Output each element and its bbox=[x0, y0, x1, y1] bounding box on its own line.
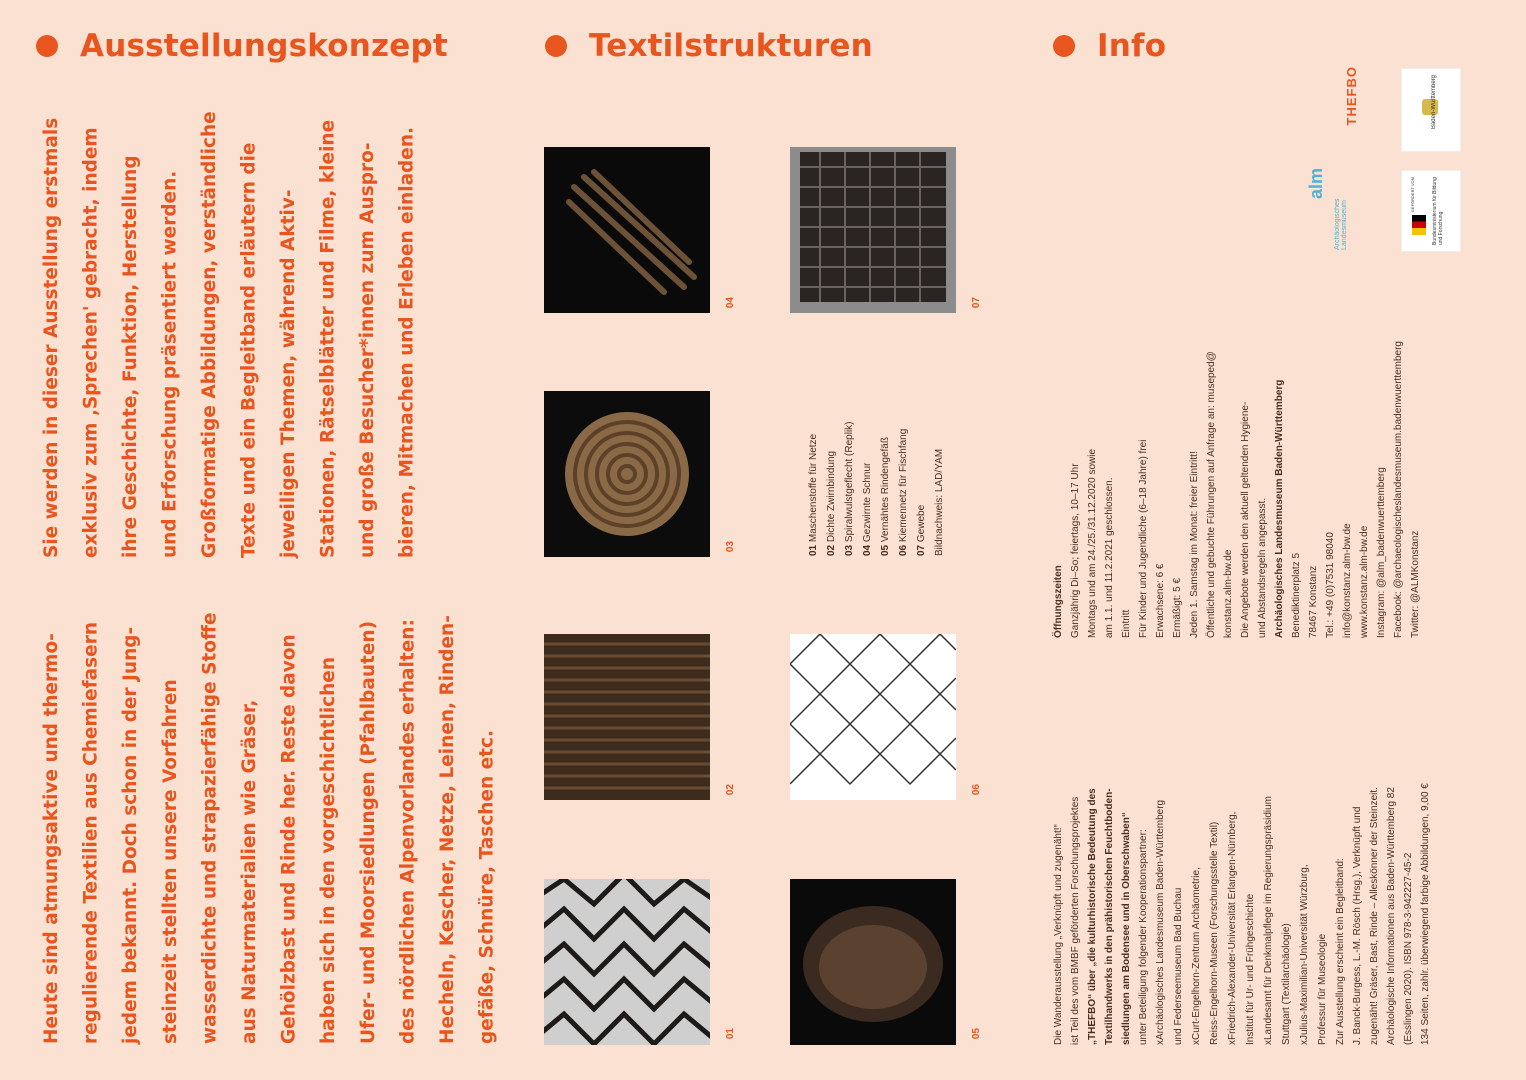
partner-item: xArchäologisches Landesmuseum Baden-Württemberg bbox=[1155, 799, 1166, 1045]
opening-title: Öffnungszeiten bbox=[1053, 565, 1064, 638]
heading-textilstrukturen bbox=[545, 28, 873, 64]
instagram-handle[interactable]: Instagram: @alm_badenwuerttemberg bbox=[1376, 467, 1387, 638]
bw-logo-text: Baden-Württemberg bbox=[1431, 75, 1437, 130]
legend-item: 04 Gezwirnte Schnur bbox=[862, 462, 873, 556]
text-line: Tel.: +49 (0)7531 98040 bbox=[1325, 532, 1336, 638]
photo-number: 03 bbox=[725, 541, 736, 553]
concept-upper-text bbox=[32, 111, 427, 558]
text-line: haben sich in den vorgeschichtlichen bbox=[318, 656, 340, 1044]
text-line: Großformatige Abbildungen, verständliche bbox=[199, 111, 220, 558]
legend-item: 07 Gewebe bbox=[916, 504, 927, 556]
text-line: gefäße, Schnüre, Taschen etc. bbox=[476, 730, 498, 1044]
text-line: Die Angebote werden den aktuell geltenden Hygiene- bbox=[1240, 401, 1251, 638]
bmbf-logo bbox=[1401, 170, 1461, 252]
textile-legend bbox=[806, 388, 949, 556]
image-credit: Bildnachweis: LAD/YAM bbox=[934, 448, 945, 556]
website-link[interactable]: www.konstanz.alm-bw.de bbox=[1359, 525, 1370, 638]
bw-logo bbox=[1401, 68, 1461, 152]
bmbf-logo-top: GEFÖRDERT VOM bbox=[1410, 177, 1415, 213]
text-line: Erwachsene: 6 € bbox=[1155, 563, 1166, 638]
legend-item: 02 Dichte Zwirnbindung bbox=[826, 450, 837, 556]
heading-ausstellungskonzept bbox=[36, 28, 448, 64]
photo-coiled-basketry bbox=[544, 391, 710, 557]
photo-number: 07 bbox=[971, 297, 982, 309]
text-line: Archäologische Informationen aus Baden-Württemberg 82 bbox=[1386, 787, 1397, 1045]
photo-number: 01 bbox=[725, 1028, 736, 1040]
bullet-dot-icon bbox=[1053, 35, 1075, 57]
text-line: „THEFBO“ über „die kulturhistorische Bedeutung des bbox=[1087, 788, 1098, 1045]
text-line: Textilhandwerks in den prähistorischen Feuchtboden- bbox=[1104, 788, 1115, 1045]
legend-item: 05 Vernähtes Rindengefäß bbox=[880, 437, 891, 556]
photo-twisted-cord bbox=[544, 147, 710, 313]
contact-email[interactable]: info@konstanz.alm-bw.de bbox=[1342, 523, 1353, 638]
text-line: Ermäßigt: 5 € bbox=[1172, 577, 1183, 638]
section-title: Info bbox=[1097, 28, 1167, 64]
concept-lower-text bbox=[32, 612, 507, 1044]
photo-number: 02 bbox=[725, 784, 736, 796]
text-line: jeweiligen Themen, während Aktiv- bbox=[278, 189, 299, 558]
section-title: Textilstrukturen bbox=[589, 28, 873, 64]
bullet-dot-icon bbox=[545, 35, 567, 57]
bmbf-logo-text: Bundesministerium für Bildung und Forschung bbox=[1432, 177, 1444, 245]
text-line: und Erforschung präsentiert werden. bbox=[159, 170, 181, 558]
text-line: Jeden 1. Samstag im Monat: freier Eintritt! bbox=[1189, 451, 1200, 638]
museum-name: Archäologisches Landesmuseum Baden-Württemberg bbox=[1274, 379, 1285, 638]
partner-item-cont: Reiss-Engelhorn-Museen (Forschungsstelle Textil) bbox=[1209, 821, 1220, 1045]
text-line: Stationen, Rätselblätter und Filme, kleine bbox=[317, 119, 339, 558]
legend-item: 03 Spiralwulstgeflecht (Replik) bbox=[844, 421, 855, 556]
text-line: Die Wanderausstellung „Verknüpft und zugenäht!“ bbox=[1053, 824, 1064, 1045]
text-line: Ganzjährig Di–So; feiertags, 10–17 Uhr bbox=[1070, 463, 1081, 638]
alm-logo-subtext: Archäologisches Landesmuseum bbox=[1334, 198, 1348, 250]
text-line: zugenäht! Gräser, Bast, Rinde – Alleskönner der Steinzeit. bbox=[1369, 787, 1380, 1045]
heading-info bbox=[1053, 28, 1166, 64]
text-line: Montags und am 24./25./31.12.2020 sowie bbox=[1087, 448, 1098, 638]
text-line: steinzeit stellten unsere Vorfahren bbox=[159, 679, 181, 1044]
photo-number: 06 bbox=[971, 784, 982, 796]
text-line: exklusiv zum ‚Sprechen' gebracht, indem bbox=[80, 127, 102, 558]
partner-item-cont: Professur für Museologie bbox=[1317, 933, 1328, 1045]
photo-number: 05 bbox=[971, 1028, 982, 1040]
partner-item: xCurt-Engelhorn-Zentrum Archäometrie, bbox=[1191, 867, 1202, 1045]
text-line: J. Banck-Burgess, L.-M. Rösch (Hrsg.), Verknüpft und bbox=[1352, 806, 1363, 1045]
entry-title: Eintritt bbox=[1121, 609, 1132, 638]
text-line: und Abstandsregeln angepasst. bbox=[1257, 497, 1268, 638]
info-hours-block bbox=[1050, 268, 1424, 638]
alm-logo bbox=[1300, 168, 1372, 252]
text-line: Texte und ein Begleitband erläutern die bbox=[238, 142, 260, 558]
text-line: bieren, Mitmachen und Erleben einladen. bbox=[396, 126, 418, 558]
text-line: 134 Seiten, zahlr. überwiegend farbige Abbildungen, 9,00 € bbox=[1420, 783, 1431, 1045]
info-project-block bbox=[1050, 700, 1434, 1045]
text-line: ihre Geschichte, Funktion, Herstellung bbox=[120, 155, 141, 558]
legend-item: 01 Maschenstoffe für Netze bbox=[808, 433, 819, 556]
text-line: Öffentliche und gebuchte Führungen auf Anfrage an: museped@ bbox=[1206, 351, 1217, 638]
partner-item-cont: Institut für Ur- und Frühgeschichte bbox=[1245, 893, 1256, 1045]
partner-item-cont: Stuttgart (Textilarchäologie) bbox=[1281, 923, 1292, 1045]
photo-gill-net bbox=[790, 634, 956, 800]
text-line: 78467 Konstanz bbox=[1308, 565, 1319, 638]
photo-fabric bbox=[790, 147, 956, 313]
partner-item-cont: und Federseemuseum Bad Buchau bbox=[1173, 887, 1184, 1045]
partner-item: xJulius-Maximilian-Universität Würzburg, bbox=[1299, 864, 1310, 1045]
text-line: (Esslingen 2020). ISBN 978-3-942227-45-2 bbox=[1403, 852, 1414, 1045]
text-line: Ufer- und Moorsiedlungen (Pfahlbauten) bbox=[357, 620, 379, 1044]
text-line: Sie werden in dieser Ausstellung erstmals bbox=[41, 117, 62, 558]
text-line: regulierende Textilien aus Chemiefasern bbox=[80, 621, 102, 1044]
legend-item: 06 Kiemennetz für Fischfang bbox=[898, 428, 909, 556]
text-line: Zur Ausstellung erscheint ein Begleitband: bbox=[1335, 858, 1346, 1045]
thefbo-logo bbox=[1338, 66, 1368, 152]
text-line: Hecheln, Kescher, Netze, Leinen, Rinden- bbox=[436, 615, 458, 1044]
text-line: Heute sind atmungsaktive und thermo- bbox=[41, 633, 62, 1044]
text-line: konstanz.alm-bw.de bbox=[1223, 549, 1234, 638]
photo-bark-vessel bbox=[790, 879, 956, 1045]
text-line: Für Kinder und Jugendliche (6–18 Jahre) frei bbox=[1138, 439, 1149, 638]
text-line: jedem bekannt. Doch schon in der Jung- bbox=[120, 626, 142, 1044]
section-title: Ausstellungskonzept bbox=[80, 28, 448, 64]
text-line: Benediktinerplatz 5 bbox=[1291, 552, 1302, 638]
partner-item: xFriedrich-Alexander-Universität Erlangen-Nürnberg, bbox=[1227, 811, 1238, 1045]
eagle-icon bbox=[1412, 215, 1426, 235]
text-line: unter Beteiligung folgender Kooperationspartner: bbox=[1138, 829, 1149, 1045]
text-line: Gehölzbast und Rinde her. Reste davon bbox=[278, 634, 300, 1044]
photo-number: 04 bbox=[725, 297, 736, 309]
partner-item: xLandesamt für Denkmalpflege im Regierungspräsidium bbox=[1263, 795, 1274, 1045]
text-line: und große Besucher*innen zum Auspro- bbox=[357, 142, 378, 558]
alm-logo-text: alm bbox=[1306, 168, 1326, 200]
thefbo-logo-text: THEFBO bbox=[1344, 66, 1359, 126]
facebook-handle[interactable]: Facebook: @archaeologischeslandesmuseum.badenwuerttemberg bbox=[1393, 341, 1404, 638]
text-line: wasserdichte und strapazierfähige Stoffe bbox=[199, 612, 221, 1044]
photo-dense-twining bbox=[544, 634, 710, 800]
text-line: aus Naturmaterialien wie Gräser, bbox=[238, 699, 260, 1044]
text-line: des nördlichen Alpenvorlandes erhalten: bbox=[397, 619, 419, 1044]
twitter-handle[interactable]: Twitter: @ALMKonstanz bbox=[1410, 530, 1421, 638]
text-line: ist Teil des vom BMBF geförderten Forschungsprojektes bbox=[1070, 796, 1081, 1045]
text-line: siedlungen am Bodensee und in Oberschwaben“ bbox=[1121, 812, 1132, 1045]
photo-net-mesh bbox=[544, 879, 710, 1045]
bullet-dot-icon bbox=[36, 35, 58, 57]
text-line: am 1.1. und 11.2.2021 geschlossen. bbox=[1104, 477, 1115, 638]
